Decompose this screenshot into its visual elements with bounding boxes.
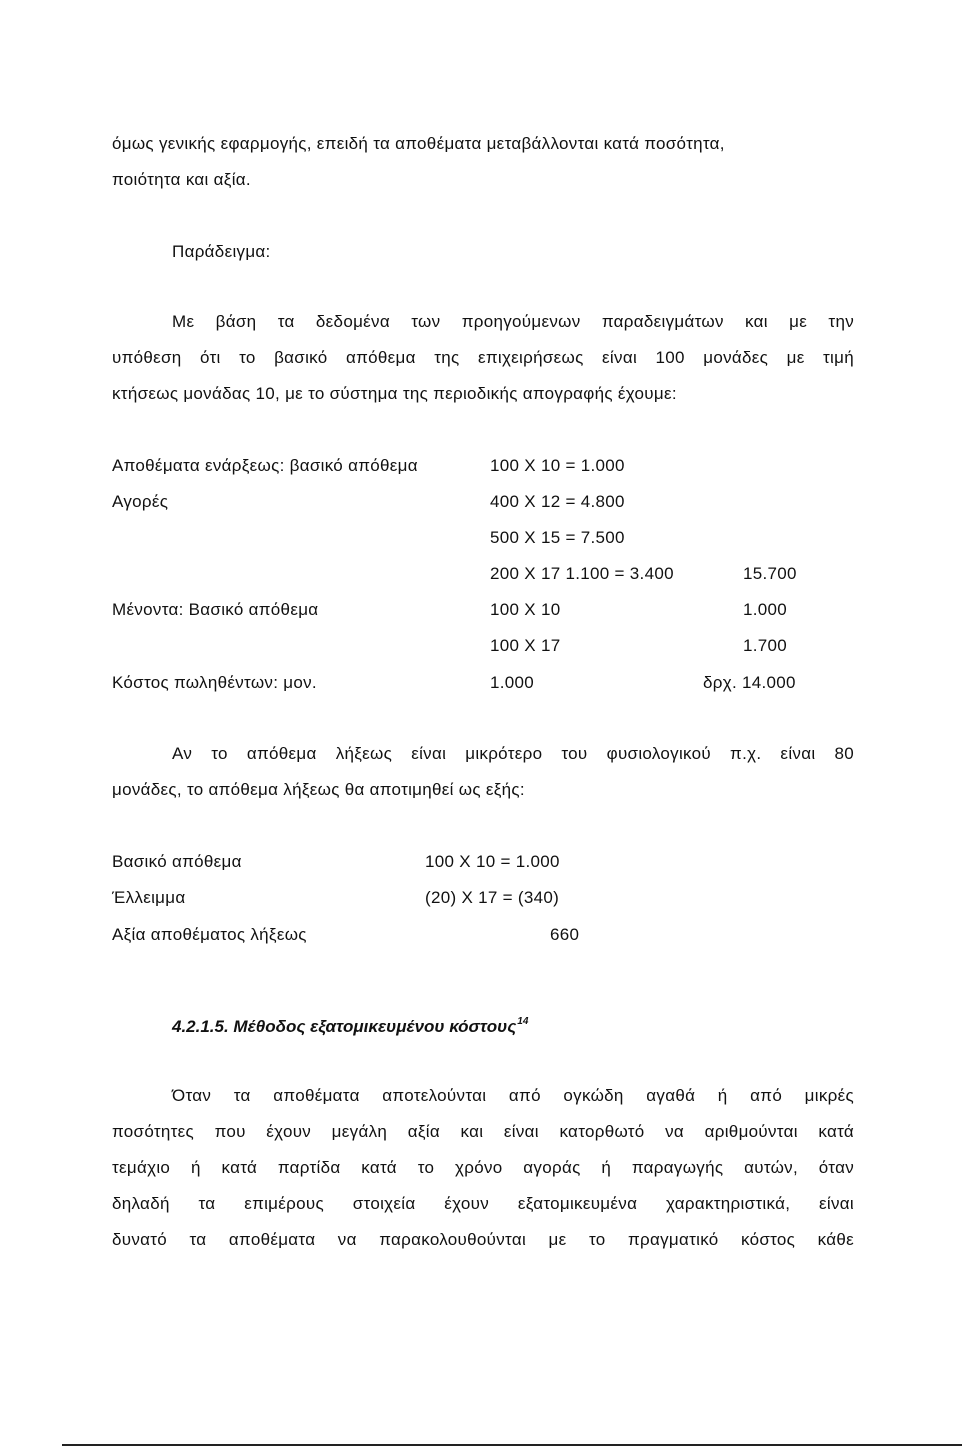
calc-row-1-label: Αποθέματα ενάρξεως: βασικό απόθεμα xyxy=(112,456,418,475)
calc-row-6-total: 1.700 xyxy=(743,636,788,655)
example-paragraph-line-1: Με βάση τα δεδομένα των προηγούμενων παραδειγμάτων και με την xyxy=(172,312,854,331)
calc-row-2-label: Αγορές xyxy=(112,492,169,511)
calc-row-3-calc: 500 Χ 15 = 7.500 xyxy=(490,528,625,547)
valuation-row-3-label: Αξία αποθέματος λήξεως xyxy=(112,925,307,944)
valuation-row-1-label: Βασικό απόθεμα xyxy=(112,852,242,871)
final-paragraph-line-3: τεμάχιο ή κατά παρτίδα κατά το χρόνο αγοράς ή παραγωγής αυτών, όταν xyxy=(112,1158,854,1177)
intro-line-2: ποιότητα και αξία. xyxy=(112,170,251,189)
calc-row-7-calc: 1.000 xyxy=(490,673,535,692)
shortfall-paragraph-line-1: Αν το απόθεμα λήξεως είναι μικρότερο του φυσιολογικού π.χ. είναι 80 xyxy=(172,744,854,763)
example-paragraph-line-3: κτήσεως μονάδας 10, με το σύστημα της περιοδικής απογραφής έχουμε: xyxy=(112,384,677,403)
calc-row-7-total: δρχ. 14.000 xyxy=(703,673,796,692)
calc-row-1-calc: 100 Χ 10 = 1.000 xyxy=(490,456,625,475)
calc-row-4-total: 15.700 xyxy=(743,564,797,583)
calc-row-2-calc: 400 Χ 12 = 4.800 xyxy=(490,492,625,511)
final-paragraph-line-4: δηλαδή τα επιμέρους στοιχεία έχουν εξατομικευμένα χαρακτηριστικά, είναι xyxy=(112,1194,854,1213)
section-heading xyxy=(172,1016,528,1038)
example-paragraph-line-2: υπόθεση ότι το βασικό απόθεμα της επιχειρήσεως είναι 100 μονάδες με τιμή xyxy=(112,348,854,367)
page-bottom-rule xyxy=(62,1444,962,1446)
intro-line-1: όμως γενικής εφαρμογής, επειδή τα αποθέματα μεταβάλλονται κατά ποσότητα, xyxy=(112,134,725,153)
valuation-row-2-label: Έλλειμμα xyxy=(112,888,186,907)
footnote-reference: 14 xyxy=(517,1016,529,1027)
final-paragraph-line-1: Όταν τα αποθέματα αποτελούνται από ογκώδη αγαθά ή από μικρές xyxy=(172,1086,854,1105)
shortfall-paragraph-line-2: μονάδες, το απόθεμα λήξεως θα αποτιμηθεί ως εξής: xyxy=(112,780,525,799)
final-paragraph-line-2: ποσότητες που έχουν μεγάλη αξία και είναι κατορθωτό να αριθμούνται κατά xyxy=(112,1122,854,1141)
final-paragraph-line-5: δυνατό τα αποθέματα να παρακολουθούνται με το πραγματικό κόστος κάθε xyxy=(112,1230,854,1249)
calc-row-7-label: Κόστος πωληθέντων: μον. xyxy=(112,673,317,692)
calc-row-5-label: Μένοντα: Βασικό απόθεμα xyxy=(112,600,319,619)
calc-row-4-calc: 200 Χ 17 1.100 = 3.400 xyxy=(490,564,674,583)
example-label: Παράδειγμα: xyxy=(172,242,271,261)
valuation-row-1-value: 100 Χ 10 = 1.000 xyxy=(425,852,560,871)
calc-row-6-calc: 100 Χ 17 xyxy=(490,636,561,655)
valuation-row-3-value: 660 xyxy=(550,925,580,944)
valuation-row-2-value: (20) Χ 17 = (340) xyxy=(425,888,560,907)
calc-row-5-calc: 100 Χ 10 xyxy=(490,600,561,619)
calc-row-5-total: 1.000 xyxy=(743,600,788,619)
section-title: 4.2.1.5. Μέθοδος εξατομικευμένου κόστους xyxy=(172,1017,517,1036)
